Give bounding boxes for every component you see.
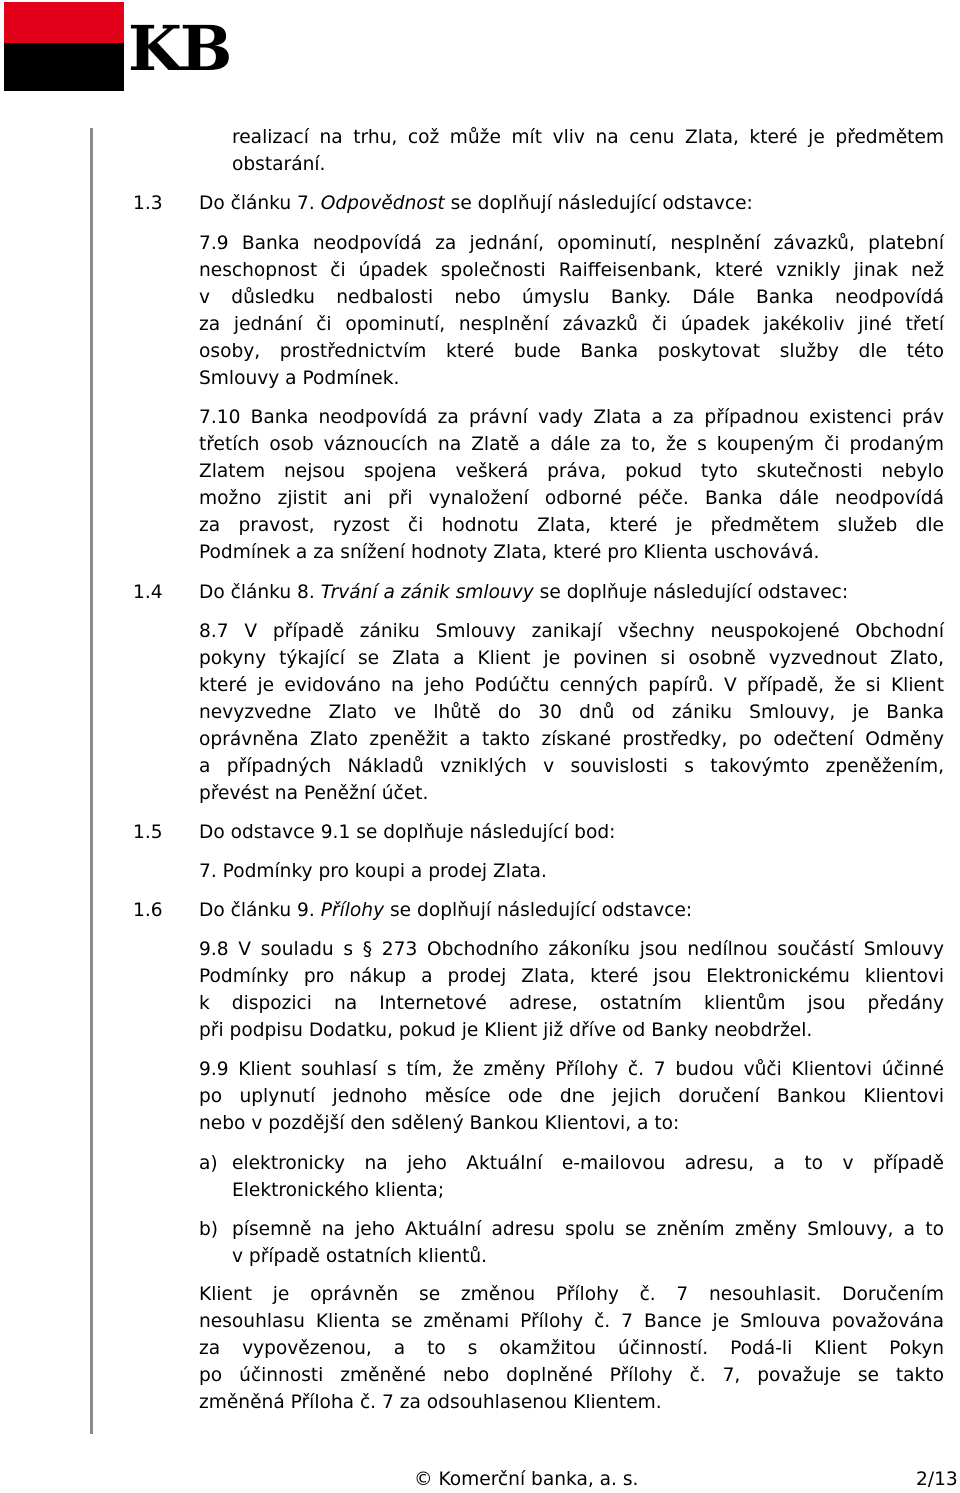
- heading-text: se doplňují následující odstavce:: [444, 193, 753, 214]
- heading-italic: Trvání a zánik smlouvy: [320, 582, 534, 603]
- text-line: Zlatem nejsou spojena veškerá práva, pokud tyto skutečnosti nebylo: [199, 461, 944, 482]
- text-line: Podmínky pro nákup a prodej Zlata, které jsou Elektronickému klientovi: [199, 966, 944, 987]
- section-number: 1.4: [133, 582, 163, 603]
- text-line: po účinnosti změněné nebo doplněné Přílohy č. 7, považuje se takto: [199, 1365, 944, 1386]
- text-line: nebo v pozdější den sdělený Bankou Klientovi, a to:: [199, 1113, 680, 1134]
- text-line: 7.10 Banka neodpovídá za právní vady Zlata a za případnou existenci práv: [199, 407, 944, 428]
- paragraph-8-7: [199, 618, 944, 807]
- text-line: elektronicky na jeho Aktuální e-mailovou adresu, a to v případě: [232, 1153, 944, 1174]
- heading-italic: Odpovědnost: [320, 193, 445, 214]
- paragraph-intro: [232, 124, 944, 178]
- heading-italic: Přílohy: [320, 900, 385, 921]
- text-line: za jednání či opominutí, nesplnění závazků či úpadek jakékoliv jiné třetí: [199, 314, 944, 335]
- heading-text: se doplňují následující odstavce:: [384, 900, 693, 921]
- text-line: které je evidováno na jeho Podúčtu cenných papírů. V případě, že si Klient: [199, 675, 944, 696]
- text-line: za vypovězenou, a to s okamžitou účinností. Podá-li Klient Pokyn: [199, 1338, 944, 1359]
- paragraph-7-9: [199, 230, 944, 392]
- text-line: 9.9 Klient souhlasí s tím, že změny Přílohy č. 7 budou vůči Klientovi účinné: [199, 1059, 944, 1080]
- text-line: v důsledku nedbalosti nebo úmyslu Banky. Dále Banka neodpovídá: [199, 287, 944, 308]
- footer-copyright: © Komerční banka, a. s.: [414, 1469, 639, 1490]
- text-line: Podmínek a za snížení hodnoty Zlata, které pro Klienta uschovává.: [199, 542, 820, 563]
- section-heading-1-4: [199, 579, 848, 606]
- paragraph-7-10: [199, 404, 944, 566]
- text-line: převést na Peněžní účet.: [199, 783, 429, 804]
- list-item-b: [232, 1216, 944, 1270]
- text-line: po uplynutí jednoho měsíce ode dne jejich doručení Bankou Klientovi: [199, 1086, 944, 1107]
- text-line: osoby, prostřednictvím které bude Banka poskytovat služby dle této: [199, 341, 944, 362]
- text-line: pokyny týkající se Zlata a Klient je povinen si osobně vyzvednout Zlato,: [199, 648, 944, 669]
- text-line: 7.9 Banka neodpovídá za jednání, opominutí, nesplnění závazků, platební: [199, 233, 944, 254]
- text-line: 8.7 V případě zániku Smlouvy zanikají všechny neuspokojené Obchodní: [199, 621, 944, 642]
- section-number: 1.5: [133, 822, 163, 843]
- text-line: obstarání.: [232, 154, 326, 175]
- kb-logo: [4, 2, 264, 92]
- text-line: písemně na jeho Aktuální adresu spolu se zněním změny Smlouvy, a to: [232, 1219, 944, 1240]
- page-number: 2/13: [916, 1469, 958, 1490]
- paragraph-final: [199, 1281, 944, 1416]
- list-item-a: [232, 1150, 944, 1204]
- text-line: oprávněna Zlato zpeněžit a takto získané prostředky, po odečtení Odměny: [199, 729, 944, 750]
- list-label-a: a): [199, 1153, 218, 1174]
- text-line: při podpisu Dodatku, pokud je Klient již dříve od Banky neobdržel.: [199, 1020, 813, 1041]
- list-item-7: 7. Podmínky pro koupi a prodej Zlata.: [199, 861, 547, 882]
- text-line: a případných Nákladů vzniklých v souvislosti s takovýmto zpeněžením,: [199, 756, 944, 777]
- text-line: možno zjistit ani při vynaložení odborné péče. Banka dále neodpovídá: [199, 488, 944, 509]
- left-margin-rule: [90, 128, 93, 1434]
- list-label-b: b): [199, 1219, 219, 1240]
- section-heading-1-5: Do odstavce 9.1 se doplňuje následující bod:: [199, 822, 616, 843]
- paragraph-9-9: [199, 1056, 944, 1137]
- text-line: nesouhlasu Klienta se změnami Přílohy č. 7 Bance je Smlouva považována: [199, 1311, 944, 1332]
- logo-text: KB: [128, 12, 231, 85]
- logo-black-bar: [4, 43, 124, 91]
- heading-text: Do článku 9.: [199, 900, 321, 921]
- heading-text: se doplňuje následující odstavec:: [533, 582, 849, 603]
- section-heading-1-3: [199, 190, 753, 217]
- section-number: 1.3: [133, 193, 163, 214]
- text-line: třetích osob váznoucích na Zlatě a dále za to, že s koupeným či prodaným: [199, 434, 944, 455]
- paragraph-9-8: [199, 936, 944, 1044]
- text-line: k dispozici na Internetové adrese, ostatním klientům jsou předány: [199, 993, 944, 1014]
- text-line: 9.8 V souladu s § 273 Obchodního zákoníku jsou nedílnou součástí Smlouvy: [199, 939, 944, 960]
- text-line: změněná Příloha č. 7 za odsouhlasenou Klientem.: [199, 1392, 662, 1413]
- text-line: realizací na trhu, což může mít vliv na cenu Zlata, které je předmětem: [232, 127, 944, 148]
- heading-text: Do článku 7.: [199, 193, 321, 214]
- section-number: 1.6: [133, 900, 163, 921]
- logo-red-bar: [4, 2, 124, 43]
- text-line: Elektronického klienta;: [232, 1180, 445, 1201]
- text-line: Klient je oprávněn se změnou Přílohy č. 7 nesouhlasit. Doručením: [199, 1284, 944, 1305]
- text-line: v případě ostatních klientů.: [232, 1246, 488, 1267]
- text-line: Smlouvy a Podmínek.: [199, 368, 400, 389]
- heading-text: Do článku 8.: [199, 582, 321, 603]
- text-line: nevyzvedne Zlato ve lhůtě do 30 dnů od zániku Smlouvy, je Banka: [199, 702, 944, 723]
- text-line: neschopnost či úpadek společnosti Raiffeisenbank, které vznikly jinak než: [199, 260, 944, 281]
- section-heading-1-6: [199, 897, 692, 924]
- text-line: za pravost, ryzost či hodnotu Zlata, které je předmětem služeb dle: [199, 515, 944, 536]
